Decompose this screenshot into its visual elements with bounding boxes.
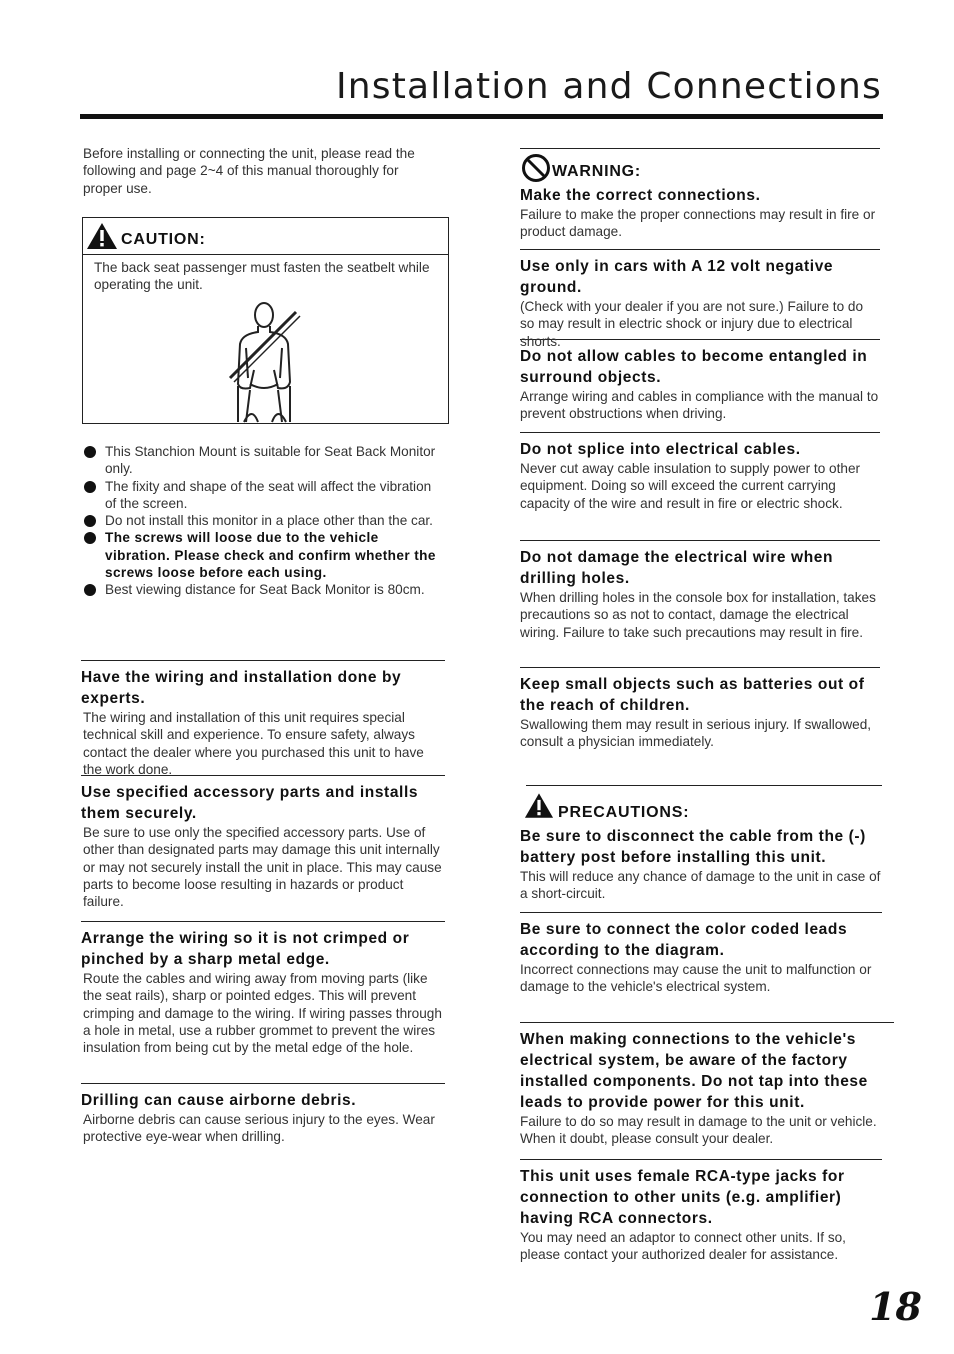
list-item-text: Do not install this monitor in a place other than the car. — [105, 513, 433, 529]
list-item — [83, 512, 445, 529]
section — [81, 1083, 445, 1146]
section-heading: Have the wiring and installation done by experts. — [81, 669, 402, 707]
list-item-text: The screws will loose due to the vehicle vibration. Please check and confirm whether the screws loose before each using. — [105, 530, 436, 581]
warning-block — [520, 148, 880, 751]
caution-text: The back seat passenger must fasten the seatbelt while operating the unit. — [94, 260, 430, 293]
list-item-text: The fixity and shape of the seat will affect the vibration of the screen. — [105, 478, 432, 511]
precaution-section — [520, 826, 882, 912]
section-text: Be sure to use only the specified accessory parts. Use of other than designated parts may damage this unit internally or may not securely install the unit in place. This may cause parts to become loose resulting in hazards or product failure. — [83, 825, 442, 910]
warning-triangle-icon — [86, 222, 118, 250]
section-text: This will reduce any chance of damage to the unit in case of a short-circuit. — [520, 869, 881, 902]
section-heading: Do not damage the electrical wire when drilling holes. — [520, 549, 834, 587]
warning-header — [520, 148, 880, 185]
list-item — [83, 478, 445, 513]
bullet-icon — [84, 584, 96, 596]
section — [81, 660, 445, 775]
list-item-text: This Stanchion Mount is suitable for Seat Back Monitor only. — [105, 444, 436, 477]
warning-triangle-icon — [524, 792, 554, 819]
section-text: (Check with your dealer if you are not sure.) Failure to do so may result in electric shock or injury due to electrical shorts. — [520, 299, 864, 349]
warning-section — [520, 667, 880, 751]
list-item-text: Best viewing distance for Seat Back Monitor is 80cm. — [105, 582, 425, 598]
section-text: Swallowing them may result in serious injury. If swallowed, consult a physician immediately. — [520, 717, 872, 750]
section-text: Airborne debris can cause serious injury to the eyes. Wear protective eye-wear when drilling. — [83, 1112, 435, 1145]
section-heading: Keep small objects such as batteries out of the reach of children. — [520, 676, 865, 714]
bullet-icon — [84, 481, 96, 493]
page-title: Installation and Connections — [335, 66, 882, 107]
bullet-icon — [84, 532, 96, 544]
prohibited-icon — [521, 153, 551, 183]
section-text: Route the cables and wiring away from moving parts (like the seat rails), sharp or pointed edges. This will prevent crimping and damage to the wiring. If wiring passes through a hole in metal, use a rubber grommet to prevent the wires insulation from being cut by the metal edge of the hole. — [83, 971, 442, 1056]
warning-section — [520, 540, 880, 667]
section-heading: Drilling can cause airborne debris. — [81, 1092, 357, 1109]
left-sections — [81, 660, 445, 1146]
section-text: When drilling holes in the console box for installation, takes precautions so as not to contact, damage the electrical wiring. Failure to take such precautions may result in fire. — [520, 590, 876, 640]
section-heading: This unit uses female RCA-type jacks for connection to other units (e.g. amplifier) having RCA connectors. — [520, 1168, 845, 1227]
caution-header — [83, 218, 448, 255]
warning-section — [520, 432, 880, 540]
section-heading: Be sure to disconnect the cable from the (-) battery post before installing this unit. — [520, 828, 866, 866]
section-heading: Arrange the wiring so it is not crimped or pinched by a sharp metal edge. — [81, 930, 410, 968]
precaution-section — [520, 912, 882, 1022]
section-heading: Use specified accessory parts and installs them securely. — [81, 784, 419, 822]
section-heading: Use only in cars with A 12 volt negative ground. — [520, 258, 834, 296]
caution-label: CAUTION: — [121, 231, 206, 248]
section-text: Arrange wiring and cables in compliance with the manual to prevent obstructions when driving. — [520, 389, 879, 422]
intro-text: Before installing or connecting the unit, please read the following and page 2~4 of this manual thoroughly for proper use. — [83, 146, 415, 196]
page-number: 18 — [869, 1284, 922, 1329]
section — [81, 921, 445, 1083]
precautions-label: PRECAUTIONS: — [558, 804, 690, 821]
bullet-icon — [84, 446, 96, 458]
section-text: Never cut away cable insulation to supply power to other equipment. Doing so will exceed the current carrying capacity of the wire and result in fire or electric shock. — [520, 461, 861, 511]
section-heading: Make the correct connections. — [520, 187, 761, 204]
seatbelt-passenger-icon — [228, 298, 308, 426]
section-text: You may need an adaptor to connect other units. If so, please contact your authorized dealer for assistance. — [520, 1230, 846, 1263]
section-heading: Do not allow cables to become entangled in surround objects. — [520, 348, 868, 386]
section — [81, 775, 445, 921]
warning-section — [520, 185, 880, 249]
bullet-list — [83, 443, 445, 599]
list-item — [83, 443, 445, 478]
list-item — [83, 529, 445, 581]
list-item — [83, 581, 445, 598]
section-text: Failure to do so may result in damage to the unit or vehicle. When it doubt, please consult your dealer. — [520, 1114, 877, 1147]
precautions-block — [520, 785, 882, 1264]
caution-box — [82, 217, 449, 424]
section-text: Incorrect connections may cause the unit to malfunction or damage to the vehicle's electrical system. — [520, 962, 872, 995]
section-text: The wiring and installation of this unit requires special technical skill and experience. To ensure safety, always contact the dealer where you purchased this unit to have the work done. — [83, 710, 424, 777]
title-rule — [80, 114, 883, 119]
precaution-section — [520, 1159, 882, 1264]
precautions-header — [526, 785, 882, 826]
warning-section — [520, 249, 880, 349]
warning-section — [520, 339, 880, 432]
bullet-icon — [84, 515, 96, 527]
section-heading: When making connections to the vehicle's electrical system, be aware of the factory installed components. Do not tap into these leads to provide power for this unit. — [520, 1031, 868, 1111]
section-heading: Do not splice into electrical cables. — [520, 441, 801, 458]
warning-label: WARNING: — [552, 163, 642, 180]
precaution-section — [520, 1022, 894, 1159]
section-heading: Be sure to connect the color coded leads according to the diagram. — [520, 921, 848, 959]
section-text: Failure to make the proper connections may result in fire or product damage. — [520, 207, 876, 240]
